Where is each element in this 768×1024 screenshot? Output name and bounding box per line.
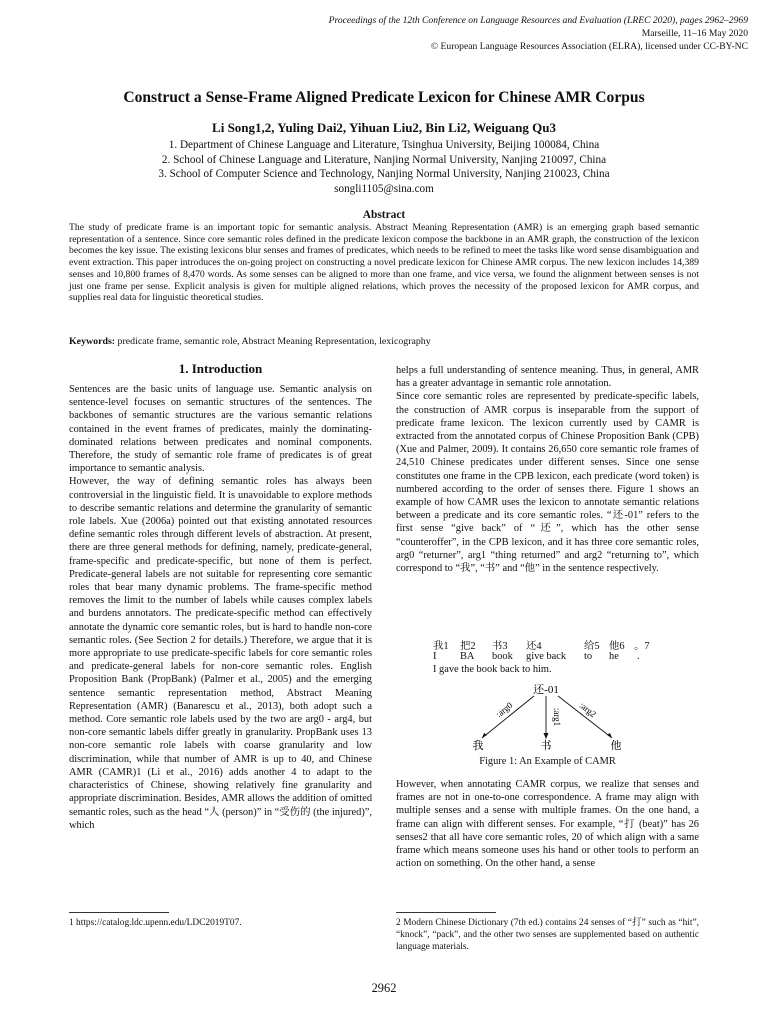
contact-email: songli1105@sina.com	[334, 182, 434, 195]
footnote-divider	[396, 912, 496, 913]
paragraph: However, when annotating CAMR corpus, we realize that senses and frames are not in one-to-one correspondence. A frame may align with multiple senses and a sense with multiple frames. On the one hand, a frame can align with different senses. For example, “打 (beat)” has 26 senses2 that all have core semantic roles, 20 of which align with a same frame which means someone uses his hand or other tools to perform an action on something. On the other hand, a sense	[396, 779, 699, 870]
paper-title: Construct a Sense-Frame Aligned Predicate Lexicon for Chinese AMR Corpus	[123, 89, 645, 106]
gloss-token: book	[492, 651, 513, 662]
footnote-2: 2 Modern Chinese Dictionary (7th ed.) contains 24 senses of “打” such as “hit”, “knock”, “pack”, and the other two senses are supplemented based on authentic language materials.	[396, 918, 699, 953]
affiliation-1: 1. Department of Chinese Language and Literature, Tsinghua University, Beijing 100084, China	[168, 139, 600, 151]
edge-label-arg1: :arg1	[552, 707, 562, 727]
camr-graph	[466, 682, 646, 752]
proceedings-header	[228, 14, 748, 53]
affiliations	[0, 138, 768, 196]
paragraph: Since core semantic roles are represented by predicate-specific labels, the construction of AMR corpus is inseparable from the support of predicate frame lexicon. The lexicon currently used by CAMR is extracted from the annotated corpus of Chinese Proposition Bank (CPB) (Xue and Palmer, 2009). It contains 26,650 core semantic role frames of 24,510 Chinese predicates under different senses. Since one sense constitutes one frame in the CPB lexicon, each predicate (word token) is numbered according to the order of senses there. Figure 1 shows an example of how CAMR uses the lexicon to annotate semantic relations between a predicate and its core semantic roles. “还-01” refers to the first sense “give back” of “还”, which has the other sense “counteroffer”, in the CPB lexicon, and it has three core semantic roles, arg0 “returner”, arg1 “thing returned” and arg2 “returning to”, which correspond to “我”, “书” and “他” in the sentence respectively.	[396, 391, 699, 575]
paragraph: helps a full understanding of sentence meaning. Thus, in general, AMR has a greater advantage in semantic role annotation.	[396, 365, 699, 390]
gloss-token: he	[609, 651, 619, 662]
camr-graph-figure	[466, 682, 646, 752]
gloss-token: 。7	[634, 641, 650, 652]
venue-line: Marseille, 11–16 May 2020	[641, 28, 748, 39]
license-line: © European Language Resources Association (ELRA), licensed under CC-BY-NC	[430, 41, 748, 52]
affiliation-2: 2. School of Chinese Language and Literature, Nanjing Normal University, Nanjing 210097, China	[161, 153, 607, 166]
abstract-text: The study of predicate frame is an important topic for semantic analysis. Abstract Meaning Representation (AMR) is an emerging graph based semantic representation of a sentence. Since core semantic roles defined in the predicate lexicon compose the backbone in an AMR graph, the construction of the lexicon becomes the key issue. The existing lexicons blur senses and frames of predicates, which needs to be refined to meet the tasks like word sense disambiguation and event extraction. This paper introduces the on-going project on constructing a novel predicate lexicon for Chinese AMR corpus. The new lexicon includes 14,389 senses and 10,800 frames of 8,470 words. As some senses can be aligned to more than one frame, and vice versa, we found the alignment between senses is not just one frame per sense. Explicit analysis is given for multiple aligned relations, which proves the necessity of the proposed lexicon for AMR corpus, and supplies real data for linguistic theoretical studies.	[69, 222, 699, 304]
edge-label-arg2: :arg2	[577, 700, 599, 720]
right-column-bottom	[396, 778, 699, 870]
figure-caption: Figure 1: An Example of CAMR	[479, 756, 616, 767]
arrowhead-arg0	[482, 733, 487, 738]
gloss-token: 给5	[584, 641, 600, 652]
gloss-token: I	[433, 651, 437, 662]
proceedings-line: Proceedings of the 12th Conference on Language Resources and Evaluation (LREC 2020), pages 2962–2969	[328, 15, 748, 26]
gloss-token: BA	[460, 651, 475, 662]
gloss-token: 把2	[460, 641, 476, 652]
gloss-token: to	[584, 651, 593, 662]
arrowhead-arg1	[544, 733, 549, 739]
paragraph: Sentences are the basic units of language use. Semantic analysis on sentence-level focuses on semantic structures of the sentences. The backbones of semantic structures are the various semantic relations contained in the event frames of predicates, mainly the dominating-dominated relations between predicates and nominal components. Therefore, the study of semantic role frame of predicates is of great importance to semantic analysis.	[69, 384, 372, 475]
arrowhead-arg2	[607, 733, 612, 738]
graph-root-node: 还-01	[533, 684, 559, 696]
graph-leaf-node: 他	[610, 740, 622, 752]
right-column-top	[396, 364, 699, 575]
section-heading-introduction: 1. Introduction	[178, 361, 263, 376]
graph-leaf-node: 我	[472, 740, 484, 752]
paragraph: However, the way of defining semantic roles has always been controversial in the linguistic field. It is unavoidable to explore methods to describe semantic relations and determine the granularity of semantic role labels. Xue (2006a) pointed out that existing annotated resources define semantic roles through different levels of abstraction. At present, there are three general methods for defining, namely, predicate-general, frame-specific and predicate-specific, but none of them is perfect. Predicate-general labels are not suitable for representing core semantic roles that bear many dynamic problems. The frame-specific method removes the limit to the number of labels while causes complex labels and burdens annotators. The predicate-specific method can effectively annotate the dynamic core semantic roles, but is hard to handle non-core semantic roles. (See Section 2 for details.) Therefore, we argue that it is more appropriate to use predicate-specific labels for core semantic roles and predicate-general labels for non-core semantic roles. English Proposition Bank (PropBank) (Palmer et al., 2005) and the emerging sentence semantic representation method, Abstract Meaning Representation (AMR) (Banarescu et al., 2013), both adopt such a method. Core semantic role labels used by the two are arg0 - arg4, but non-core semantic labels differ greatly in granularity. PropBank uses 13 non-core semantic role labels with coarse granularity and low discrimination, while that number of AMR is up to 40, and Chinese AMR (CAMR)1 (Li et al., 2016) adds another 4 to adapt to the characteristics of Chinese, showing relatively fine granularity and appropriate discrimination. Besides, AMR allows the addition of omitted semantic roles, such as the head “人 (person)” in “受伤的 (the injured)”, which	[69, 476, 373, 831]
gloss-token: 还4	[526, 641, 542, 652]
gloss-token: give back	[526, 651, 567, 662]
abstract-heading: Abstract	[362, 209, 406, 221]
footnote-divider	[69, 912, 169, 913]
edge-label-arg0: :arg0	[493, 700, 515, 720]
gloss-token: 我1	[433, 641, 449, 652]
keywords-label: Keywords:	[69, 336, 116, 347]
gloss-english-row	[433, 651, 693, 664]
keywords-text: predicate frame, semantic role, Abstract Meaning Representation, lexicography	[117, 336, 431, 347]
gloss-token: 书3	[492, 641, 508, 652]
gloss-chinese-row	[433, 637, 693, 650]
gloss-token: 他6	[609, 641, 625, 652]
page-number: 2962	[371, 981, 397, 995]
gloss-translation: I gave the book back to him.	[433, 664, 552, 675]
footnote-1: 1 https://catalog.ldc.upenn.edu/LDC2019T07.	[69, 918, 242, 928]
graph-leaf-node: 书	[540, 740, 552, 752]
affiliation-3: 3. School of Computer Science and Technology, Nanjing Normal University, Nanjing 210023, China	[158, 168, 610, 181]
keywords	[69, 336, 699, 347]
author-list: Li Song1,2, Yuling Dai2, Yihuan Liu2, Bin Li2, Weiguang Qu3	[212, 120, 556, 135]
left-column	[69, 383, 372, 832]
gloss-token: .	[637, 651, 640, 662]
